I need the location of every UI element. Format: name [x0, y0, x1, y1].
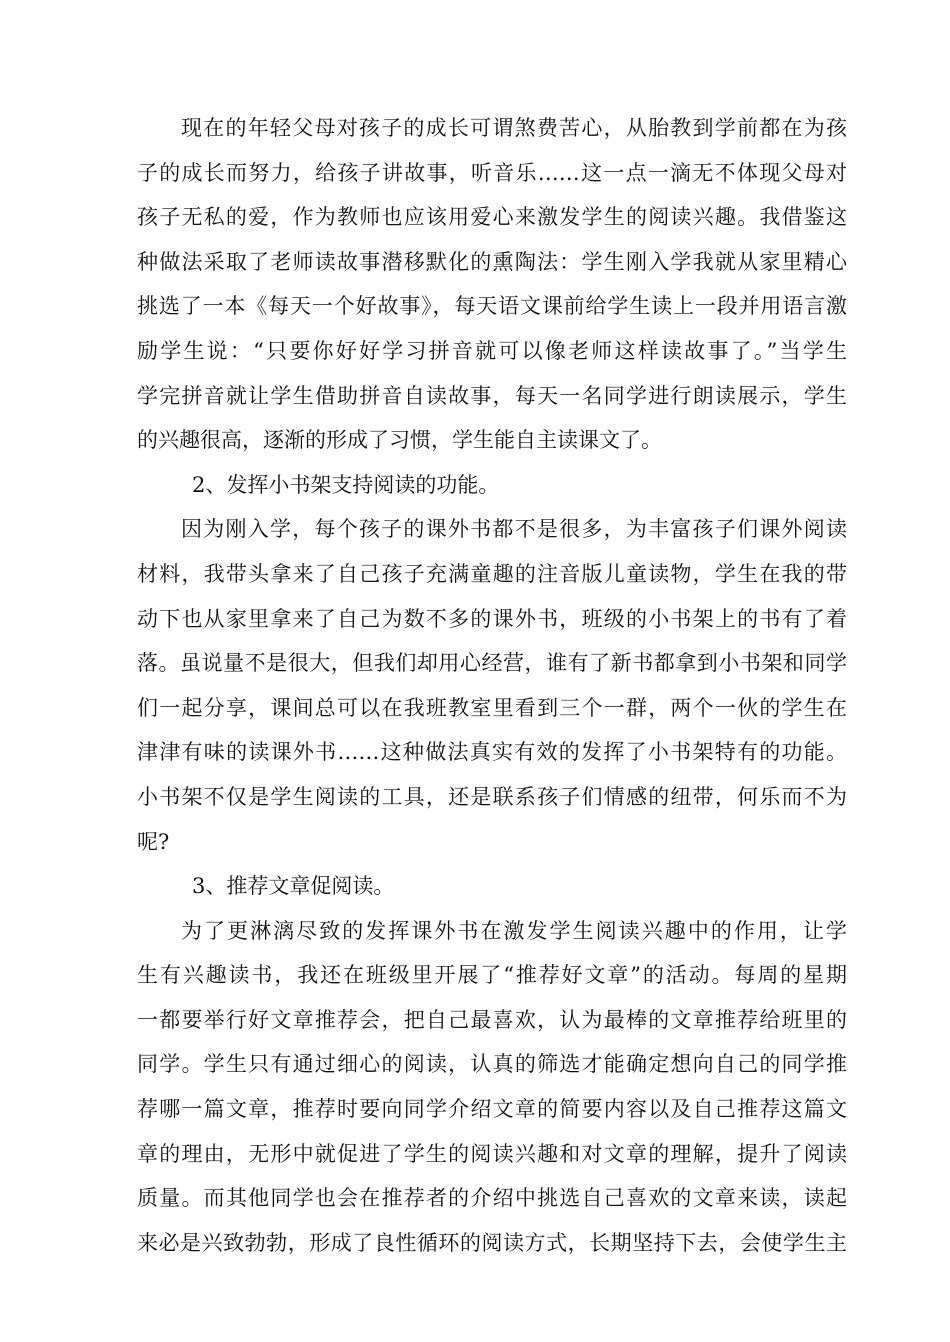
paragraph-recommend-articles — [137, 909, 847, 1266]
paragraph-line: 呢? — [137, 829, 170, 854]
paragraph-line: 材料，我带头拿来了自己孩子充满童趣的注音版儿童读物，学生在我的带 — [137, 561, 847, 586]
paragraph-line: 荐哪一篇文章，推荐时要向同学介绍文章的简要内容以及自己推荐这篇文 — [137, 1097, 847, 1122]
paragraph-line: 章的理由，无形中就促进了学生的阅读兴趣和对文章的理解，提升了阅读 — [137, 1141, 847, 1166]
paragraph-line: 小书架不仅是学生阅读的工具，还是联系孩子们情感的纽带，何乐而不为 — [137, 784, 847, 809]
section-heading-recommend: 3、推荐文章促阅读。 — [192, 874, 395, 899]
paragraph-line: 种做法采取了老师读故事潜移默化的熏陶法：学生刚入学我就从家里精心 — [137, 249, 847, 274]
paragraph-line: 的兴趣很高，逐渐的形成了习惯，学生能自主读课文了。 — [137, 428, 662, 453]
paragraph-line: 同学。学生只有通过细心的阅读，认真的筛选才能确定想向自己的同学推 — [137, 1052, 847, 1077]
paragraph-bookshelf — [137, 507, 847, 864]
paragraph-line: 挑选了一本《每天一个好故事》，每天语文课前给学生读上一段并用语言激 — [137, 294, 847, 319]
paragraph-line: 质量。而其他同学也会在推荐者的介绍中挑选自己喜欢的文章来读，读起 — [137, 1186, 847, 1211]
paragraph-line: 孩子无私的爱，作为教师也应该用爱心来激发学生的阅读兴趣。我借鉴这 — [137, 205, 847, 230]
paragraph-line: 子的成长而努力，给孩子讲故事，听音乐……这一点一滴无不体现父母对 — [137, 160, 847, 185]
paragraph-line: 生有兴趣读书，我还在班级里开展了“推荐好文章”的活动。每周的星期 — [137, 963, 847, 988]
paragraph-line: 学完拼音就让学生借助拼音自读故事，每天一名同学进行朗读展示，学生 — [137, 383, 847, 408]
paragraph-parent-love-story — [137, 106, 847, 463]
paragraph-line: 们一起分享，课间总可以在我班教室里看到三个一群，两个一伙的学生在 — [137, 695, 847, 720]
document-body — [137, 106, 847, 1265]
paragraph-line: 一都要举行好文章推荐会，把自己最喜欢，认为最棒的文章推荐给班里的 — [137, 1007, 847, 1032]
section-heading-bookshelf: 2、发挥小书架支持阅读的功能。 — [192, 472, 500, 497]
paragraph-line: 励学生说：“只要你好好学习拼音就可以像老师这样读故事了。”当学生 — [137, 338, 847, 363]
paragraph-line: 现在的年轻父母对孩子的成长可谓煞费苦心，从胎教到学前都在为孩 — [181, 116, 847, 140]
paragraph-line: 落。虽说量不是很大，但我们却用心经营，谁有了新书都拿到小书架和同学 — [137, 651, 847, 676]
paragraph-line: 动下也从家里拿来了自己为数不多的课外书，班级的小书架上的书有了着 — [137, 606, 847, 631]
paragraph-line: 为了更淋漓尽致的发挥课外书在激发学生阅读兴趣中的作用，让学 — [181, 918, 847, 943]
paragraph-line: 来必是兴致勃勃，形成了良性循环的阅读方式，长期坚持下去，会使学生主 — [137, 1230, 847, 1255]
paragraph-line: 因为刚入学，每个孩子的课外书都不是很多，为丰富孩子们课外阅读 — [181, 517, 847, 542]
paragraph-line: 津津有味的读课外书……这种做法真实有效的发挥了小书架特有的功能。 — [137, 740, 847, 765]
